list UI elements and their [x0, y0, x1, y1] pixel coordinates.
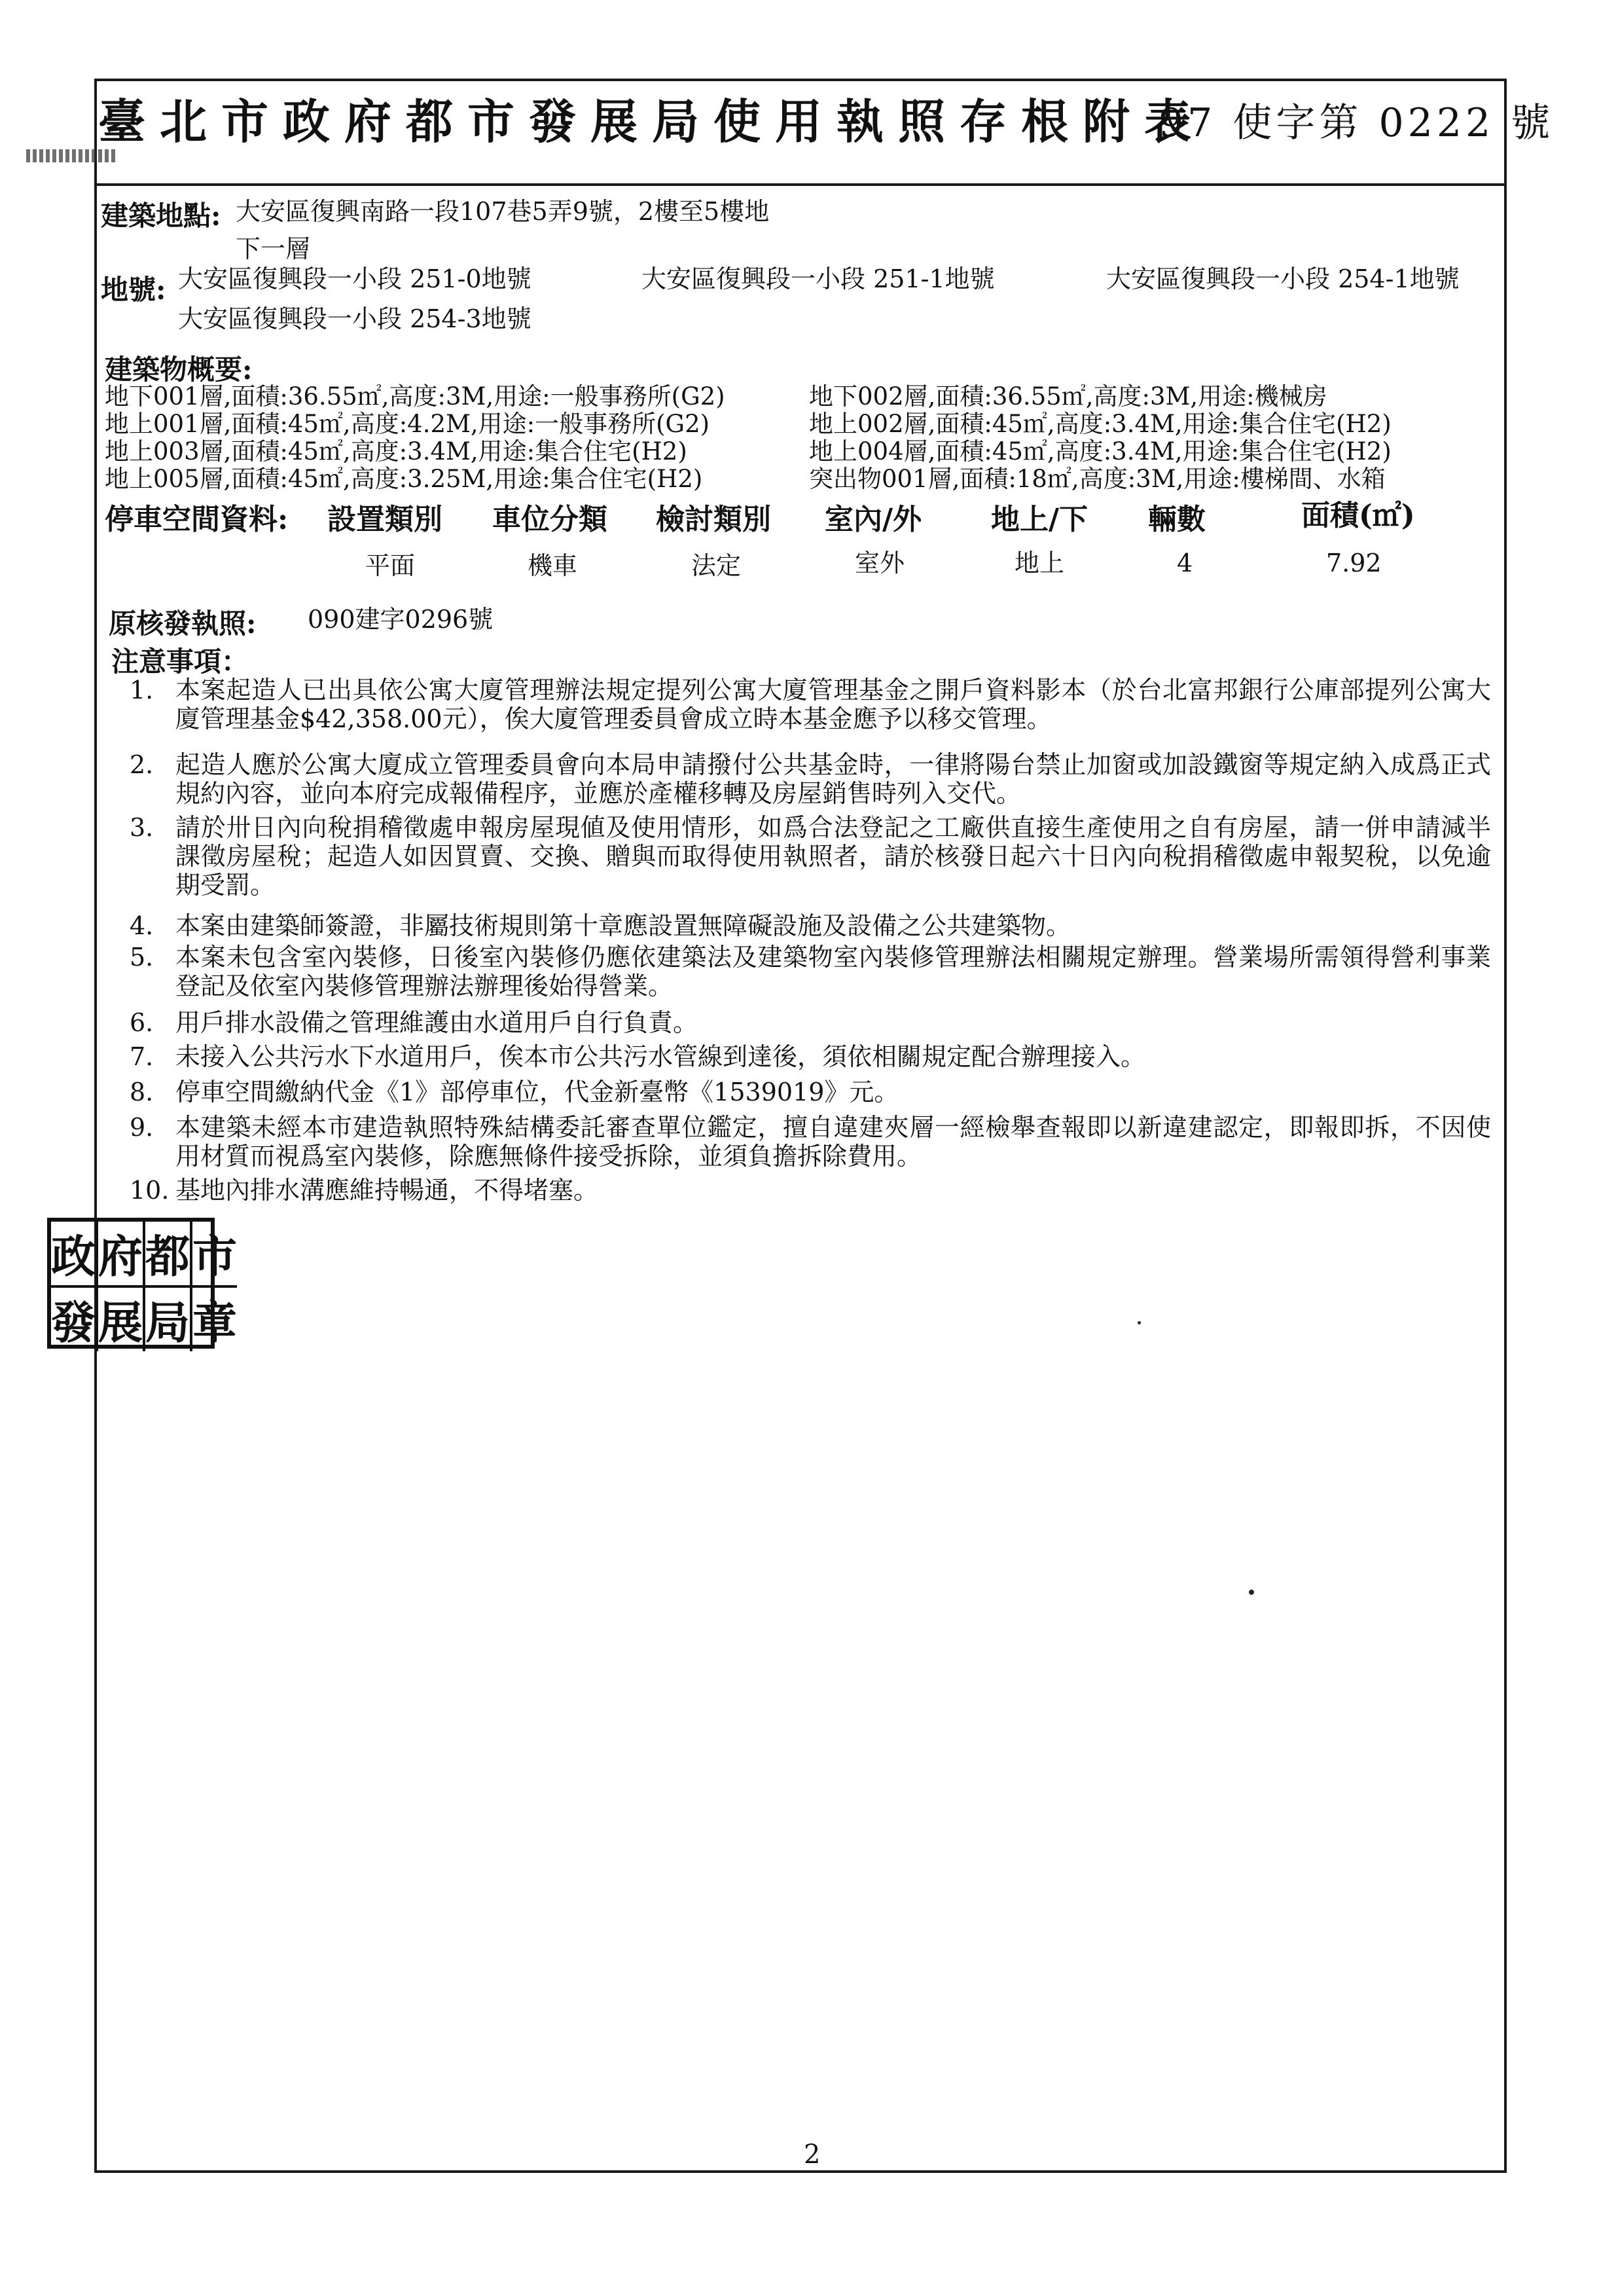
seal-character: 都: [145, 1222, 192, 1288]
note-text: 未接入公共污水下水道用戶，俟本市公共污水管線到達後，須依相關規定配合辦理接入。: [175, 1042, 1146, 1071]
parking-header-cell: 室內/外: [825, 503, 922, 536]
note-number: 6.: [130, 1008, 154, 1037]
official-seal-stamp: [47, 1218, 238, 1349]
lot-item: 大安區復興段一小段 254-1地號: [1106, 264, 1460, 293]
scan-smudge: [26, 149, 118, 162]
parking-value-cell: 4: [1177, 549, 1193, 577]
overview-label: 建築物概要:: [105, 354, 253, 386]
overview-left-item: 地上001層,面積:45㎡,高度:4.2M,用途:一般事務所(G2): [105, 410, 710, 438]
note-text: 停車空間繳納代金《1》部停車位，代金新臺幣《1539019》元。: [175, 1078, 899, 1106]
parking-value-cell: 室外: [855, 549, 905, 577]
overview-right-item: 地下002層,面積:36.55㎡,高度:3M,用途:機械房: [809, 382, 1327, 410]
lot-item: 大安區復興段一小段 251-0地號: [178, 264, 531, 293]
original-permit-label: 原核發執照:: [109, 608, 257, 640]
notes-label: 注意事項：: [111, 646, 249, 678]
header-divider: [94, 183, 1507, 186]
overview-left-item: 地上005層,面積:45㎡,高度:3.25M,用途:集合住宅(H2): [105, 465, 703, 493]
seal-character: 局: [145, 1288, 192, 1351]
page-number: 2: [804, 2140, 821, 2170]
parking-label: 停車空間資料:: [105, 503, 289, 536]
note-number: 10.: [130, 1176, 170, 1205]
parking-header-cell: 檢討類別: [656, 503, 771, 536]
parking-header-cell: 面積(㎡): [1301, 499, 1415, 532]
address-line-1: 大安區復興南路一段107巷5弄9號，2樓至5樓地: [236, 197, 770, 226]
overview-right-item: 地上002層,面積:45㎡,高度:3.4M,用途:集合住宅(H2): [809, 410, 1392, 438]
parking-value-cell: 機車: [528, 551, 578, 580]
seal-character: 發: [51, 1288, 98, 1351]
address-line-2: 下一層: [236, 234, 311, 263]
seal-character: 展: [98, 1288, 145, 1351]
lot-item: 大安區復興段一小段 251-1地號: [641, 264, 995, 293]
note-number: 2.: [130, 750, 154, 779]
note-number: 4.: [130, 911, 154, 940]
overview-right-item: 地上004層,面積:45㎡,高度:3.4M,用途:集合住宅(H2): [809, 437, 1392, 465]
note-text: 本案由建築師簽證，非屬技術規則第十章應設置無障礙設施及設備之公共建築物。: [175, 911, 1071, 940]
overview-right-item: 突出物001層,面積:18㎡,高度:3M,用途:樓梯間、水箱: [809, 465, 1386, 493]
parking-header-cell: 地上/下: [991, 503, 1088, 536]
lot-item: 大安區復興段一小段 254-3地號: [178, 304, 531, 333]
note-text: 本案未包含室內裝修，日後室內裝修仍應依建築法及建築物室內裝修管理辦法相關規定辦理。營業場所需領得營利事業登記及依室內裝修管理辦法辦理後始得營業。: [175, 943, 1491, 1000]
document-number: 97 使字第 0222 號: [1159, 100, 1555, 146]
note-number: 3.: [130, 813, 154, 842]
overview-left-item: 地下001層,面積:36.55㎡,高度:3M,用途:一般事務所(G2): [105, 382, 725, 410]
note-number: 5.: [130, 943, 154, 972]
parking-header-cell: 設置類別: [327, 503, 442, 536]
address-label: 建築地點:: [101, 200, 221, 232]
seal-character: 府: [98, 1222, 145, 1288]
note-text: 用戶排水設備之管理維護由水道用戶自行負責。: [175, 1008, 698, 1037]
note-number: 1.: [130, 676, 154, 704]
scan-speck: [1249, 1590, 1254, 1595]
parking-value-cell: 平面: [365, 551, 416, 580]
parking-value-cell: 7.92: [1326, 549, 1382, 577]
parking-header-cell: 車位分類: [492, 503, 607, 536]
note-number: 7.: [130, 1042, 154, 1071]
note-text: 本案起造人已出具依公寓大廈管理辦法規定提列公寓大廈管理基金之開戶資料影本（於台北富邦銀行公庫部提列公寓大廈管理基金$42,358.00元），俟大廈管理委員會成立時本基金應予以移交管理。: [175, 676, 1491, 733]
note-number: 9.: [130, 1113, 154, 1142]
seal-character: 市: [192, 1222, 237, 1288]
seal-character: 政: [51, 1222, 98, 1288]
document-title: 臺北市政府都市發展局使用執照存根附表: [98, 94, 1206, 149]
note-text: 請於卅日內向稅捐稽徵處申報房屋現値及使用情形，如爲合法登記之工廠供直接生產使用之自有房屋，請一併申請減半課徵房屋稅；起造人如因買賣、交換、贈與而取得使用執照者，請於核發日起六十日內向稅捐稽徵處申報契稅，以免逾期受罰。: [175, 813, 1491, 900]
note-text: 起造人應於公寓大廈成立管理委員會向本局申請撥付公共基金時，一律將陽台禁止加窗或加設鐵窗等規定納入成爲正式規約內容，並向本府完成報備程序，並應於產權移轉及房屋銷售時列入交代。: [175, 750, 1491, 808]
lot-label: 地號:: [101, 274, 166, 306]
original-permit-number: 090建字0296號: [308, 605, 494, 634]
note-number: 8.: [130, 1078, 154, 1106]
overview-left-item: 地上003層,面積:45㎡,高度:3.4M,用途:集合住宅(H2): [105, 437, 687, 465]
parking-value-cell: 地上: [1015, 549, 1065, 577]
parking-value-cell: 法定: [691, 551, 742, 580]
parking-header-cell: 輛數: [1148, 503, 1206, 536]
note-text: 基地內排水溝應維持暢通，不得堵塞。: [175, 1176, 599, 1205]
scan-speck: [1138, 1321, 1141, 1324]
seal-character: 章: [192, 1298, 238, 1349]
note-text: 本建築未經本市建造執照特殊結構委託審查單位鑑定，擅自違建夾層一經檢舉查報即以新違建認定，即報即拆，不因使用材質而視爲室內裝修，除應無條件接受拆除，並須負擔拆除費用。: [175, 1113, 1491, 1171]
